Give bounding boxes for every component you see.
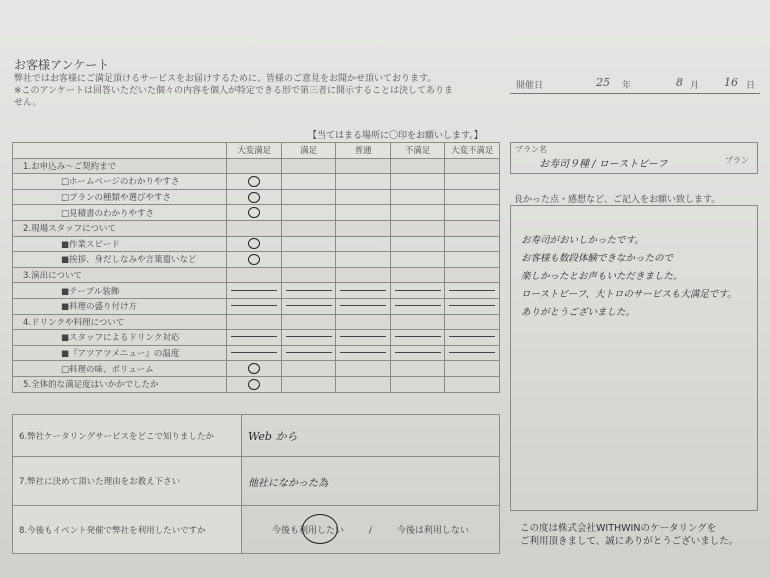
strike-line [395, 290, 441, 291]
date-month-unit: 月 [690, 81, 700, 91]
rating-cell[interactable] [445, 220, 500, 236]
rating-cell[interactable] [227, 330, 282, 346]
survey-item-row [13, 236, 500, 252]
feedback-line: ありがとうございました。 [521, 307, 636, 318]
rating-cell[interactable] [281, 345, 336, 361]
rating-cell[interactable] [390, 361, 445, 377]
rating-cell[interactable] [390, 205, 445, 221]
rating-cell[interactable] [336, 205, 391, 221]
strike-line [231, 336, 277, 337]
rating-header-row [13, 143, 500, 159]
date-label: 開催日 [516, 81, 544, 91]
rating-cell[interactable] [336, 376, 391, 392]
date-day: 16 [724, 76, 738, 89]
rating-cell[interactable] [336, 252, 391, 268]
rating-cell[interactable] [227, 158, 282, 174]
rating-cell[interactable] [390, 298, 445, 314]
answer-source: Web から [242, 415, 500, 457]
intro-line: 弊社ではお客様にご満足頂けるサービスをお届けするために、皆様のご意見をお聞かせ頂いております。 [14, 74, 437, 84]
rating-cell[interactable] [281, 314, 336, 330]
feedback-line: 楽しかったとお声もいただきました。 [521, 271, 683, 282]
feedback-line: ローストビーフ、大トロのサービスも大満足です。 [521, 289, 737, 300]
rating-cell[interactable] [390, 267, 445, 283]
rating-cell[interactable] [227, 267, 282, 283]
rating-cell[interactable] [445, 267, 500, 283]
rating-cell[interactable] [390, 236, 445, 252]
strike-line [340, 352, 386, 353]
rating-cell[interactable] [390, 283, 445, 299]
rating-header: 不満足 [390, 143, 445, 159]
rating-cell[interactable] [336, 345, 391, 361]
intro-line: せん。 [14, 98, 42, 108]
option-separator: / [368, 526, 372, 536]
circle-mark [248, 176, 260, 187]
rating-cell[interactable] [390, 158, 445, 174]
strike-line [449, 305, 495, 306]
rating-cell[interactable] [227, 361, 282, 377]
circle-mark [248, 207, 260, 218]
question-header [13, 143, 227, 159]
closing-message [520, 522, 738, 548]
survey-item-row [13, 174, 500, 190]
strike-line [449, 290, 495, 291]
circle-mark [248, 238, 260, 249]
strike-line [340, 336, 386, 337]
survey-question: □プランの種類や選びやすさ [13, 189, 227, 205]
survey-question: 4.ドリンクや料理について [13, 314, 227, 330]
question-reuse: 8.今後もイベント発催で弊社を利用したいですか [13, 506, 242, 554]
survey-question: ■挨拶、身だしなみや言葉遣いなど [13, 252, 227, 268]
rating-cell[interactable] [227, 298, 282, 314]
survey-question: ■『アツアツメニュー』の温度 [13, 345, 227, 361]
rating-cell[interactable] [227, 314, 282, 330]
circle-mark [248, 192, 260, 203]
rating-cell[interactable] [336, 283, 391, 299]
rating-cell[interactable] [390, 220, 445, 236]
date-year-unit: 年 [622, 81, 632, 91]
rating-header: 大変不満足 [445, 143, 500, 159]
rating-cell[interactable] [390, 314, 445, 330]
strike-line [449, 352, 495, 353]
survey-item-row [13, 330, 500, 346]
strike-line [395, 352, 441, 353]
rating-cell[interactable] [336, 220, 391, 236]
strike-line [286, 290, 332, 291]
question-row [13, 506, 500, 554]
rating-cell[interactable] [336, 158, 391, 174]
rating-cell[interactable] [281, 220, 336, 236]
survey-item-row [13, 361, 500, 377]
rating-cell[interactable] [445, 205, 500, 221]
survey-item-row [13, 205, 500, 221]
rating-cell[interactable] [336, 314, 391, 330]
rating-header: 普通 [336, 143, 391, 159]
survey-section-row [13, 314, 500, 330]
rating-cell[interactable] [227, 205, 282, 221]
strike-line [231, 352, 277, 353]
question-reason: 7.弊社に決めて頂いた理由をお教え下さい [13, 457, 242, 506]
date-day-unit: 日 [746, 81, 756, 91]
rating-cell[interactable] [390, 252, 445, 268]
rating-cell[interactable] [336, 330, 391, 346]
rating-cell[interactable] [390, 189, 445, 205]
rating-cell[interactable] [445, 345, 500, 361]
feedback-line: お客様も数段体験できなかったので [521, 253, 674, 264]
survey-question: ■スタッフによるドリンク対応 [13, 330, 227, 346]
rating-cell[interactable] [227, 220, 282, 236]
strike-line [286, 352, 332, 353]
survey-question: □見積書のわかりやすさ [13, 205, 227, 221]
rating-cell[interactable] [227, 252, 282, 268]
rating-cell[interactable] [445, 236, 500, 252]
plan-value: お寿司９種 / ローストビーフ [539, 159, 668, 170]
rating-cell[interactable] [336, 361, 391, 377]
rating-cell[interactable] [445, 283, 500, 299]
rating-cell[interactable] [445, 189, 500, 205]
strike-line [286, 336, 332, 337]
strike-line [231, 290, 277, 291]
plan-label: プラン名 [515, 145, 547, 154]
rating-cell[interactable] [445, 376, 500, 392]
date-year: 25 [596, 76, 610, 89]
satisfaction-table [12, 142, 500, 393]
closing-line: この度は株式会社WITHWINのケータリングを [520, 523, 717, 534]
survey-question: 2.現場スタッフについて [13, 220, 227, 236]
rating-cell[interactable] [281, 376, 336, 392]
rating-cell[interactable] [281, 189, 336, 205]
option-reuse-yes-label: 今後も利用したい [272, 526, 345, 536]
question-source: 6.弊社ケータリングサービスをどこで知りましたか [13, 415, 242, 457]
survey-section-row [13, 267, 500, 283]
intro-text [14, 73, 504, 109]
feedback-line: お寿司がおいしかったです。 [521, 235, 644, 246]
survey-item-row [13, 189, 500, 205]
question-row [13, 457, 500, 506]
rating-cell[interactable] [445, 174, 500, 190]
rating-cell[interactable] [445, 252, 500, 268]
question-table [12, 414, 500, 554]
survey-question: 3.演出について [13, 267, 227, 283]
rating-cell[interactable] [390, 376, 445, 392]
rating-cell[interactable] [227, 345, 282, 361]
survey-question: □料理の味、ボリューム [13, 361, 227, 377]
rating-cell[interactable] [445, 314, 500, 330]
rating-cell[interactable] [390, 174, 445, 190]
strike-line [286, 305, 332, 306]
survey-item-row [13, 298, 500, 314]
circle-mark [248, 379, 260, 390]
rating-cell[interactable] [281, 361, 336, 377]
survey-section-row [13, 158, 500, 174]
rating-cell[interactable] [390, 345, 445, 361]
date-underline [510, 93, 760, 94]
rating-cell[interactable] [281, 298, 336, 314]
closing-line: ご利用頂きまして、誠にありがとうございました。 [520, 536, 739, 547]
rating-cell[interactable] [281, 283, 336, 299]
rating-cell[interactable] [336, 298, 391, 314]
rating-header: 満足 [281, 143, 336, 159]
intro-line: ※このアンケートは回答いただいた個々の内容を個人が特定できる形で第三者に開示することは決してありま [14, 86, 454, 96]
rating-cell[interactable] [227, 174, 282, 190]
rating-cell[interactable] [281, 267, 336, 283]
strike-line [395, 305, 441, 306]
survey-question: 5.全体的な満足度はいかかでしたか [13, 376, 227, 392]
rating-cell[interactable] [336, 174, 391, 190]
circle-mark [248, 254, 260, 265]
survey-item-row [13, 345, 500, 361]
rating-cell[interactable] [281, 330, 336, 346]
feedback-text [521, 232, 749, 322]
rating-cell[interactable] [281, 252, 336, 268]
survey-question: ■料理の盛り付け方 [13, 298, 227, 314]
selected-circle-mark [302, 514, 338, 544]
strike-line [449, 336, 495, 337]
survey-item-row [13, 283, 500, 299]
date-month: 8 [676, 76, 683, 89]
rating-cell[interactable] [227, 283, 282, 299]
survey-section-row [13, 220, 500, 236]
rating-cell[interactable] [336, 267, 391, 283]
event-date [510, 74, 760, 94]
plan-unit: プラン [725, 156, 749, 165]
rating-cell[interactable] [281, 174, 336, 190]
strike-line [340, 305, 386, 306]
rating-cell[interactable] [445, 158, 500, 174]
instruction: 【当てはまる場所に〇印をお願いします。】 [308, 131, 483, 141]
rating-cell[interactable] [227, 236, 282, 252]
question-row [13, 415, 500, 457]
survey-question: ■作業スピード [13, 236, 227, 252]
survey-question: 1.お申込み～ご契約まで [13, 158, 227, 174]
feedback-box [510, 205, 758, 511]
rating-cell[interactable] [227, 376, 282, 392]
strike-line [340, 290, 386, 291]
strike-line [231, 305, 277, 306]
option-reuse-yes[interactable] [272, 523, 344, 536]
feedback-label: 良かった点・感想など、ご記入をお願い致します。 [514, 195, 721, 205]
circle-mark [248, 363, 260, 374]
rating-cell[interactable] [227, 189, 282, 205]
rating-cell[interactable] [445, 361, 500, 377]
option-reuse-no[interactable]: 今後は利用しない [396, 526, 469, 536]
rating-cell[interactable] [445, 330, 500, 346]
rating-cell[interactable] [281, 205, 336, 221]
strike-line [395, 336, 441, 337]
survey-question: ■テーブル装飾 [13, 283, 227, 299]
rating-cell[interactable] [281, 236, 336, 252]
reuse-options [242, 506, 500, 554]
answer-reason: 他社になかった為 [242, 457, 500, 506]
plan-name-box [510, 142, 758, 174]
rating-cell[interactable] [336, 236, 391, 252]
survey-item-row [13, 252, 500, 268]
survey-question: □ホームページのわかりやすさ [13, 174, 227, 190]
rating-cell[interactable] [445, 298, 500, 314]
rating-cell[interactable] [390, 330, 445, 346]
rating-cell[interactable] [281, 158, 336, 174]
rating-cell[interactable] [336, 189, 391, 205]
page-title: お客様アンケート [14, 58, 110, 72]
rating-header: 大変満足 [227, 143, 282, 159]
survey-section-row [13, 376, 500, 392]
